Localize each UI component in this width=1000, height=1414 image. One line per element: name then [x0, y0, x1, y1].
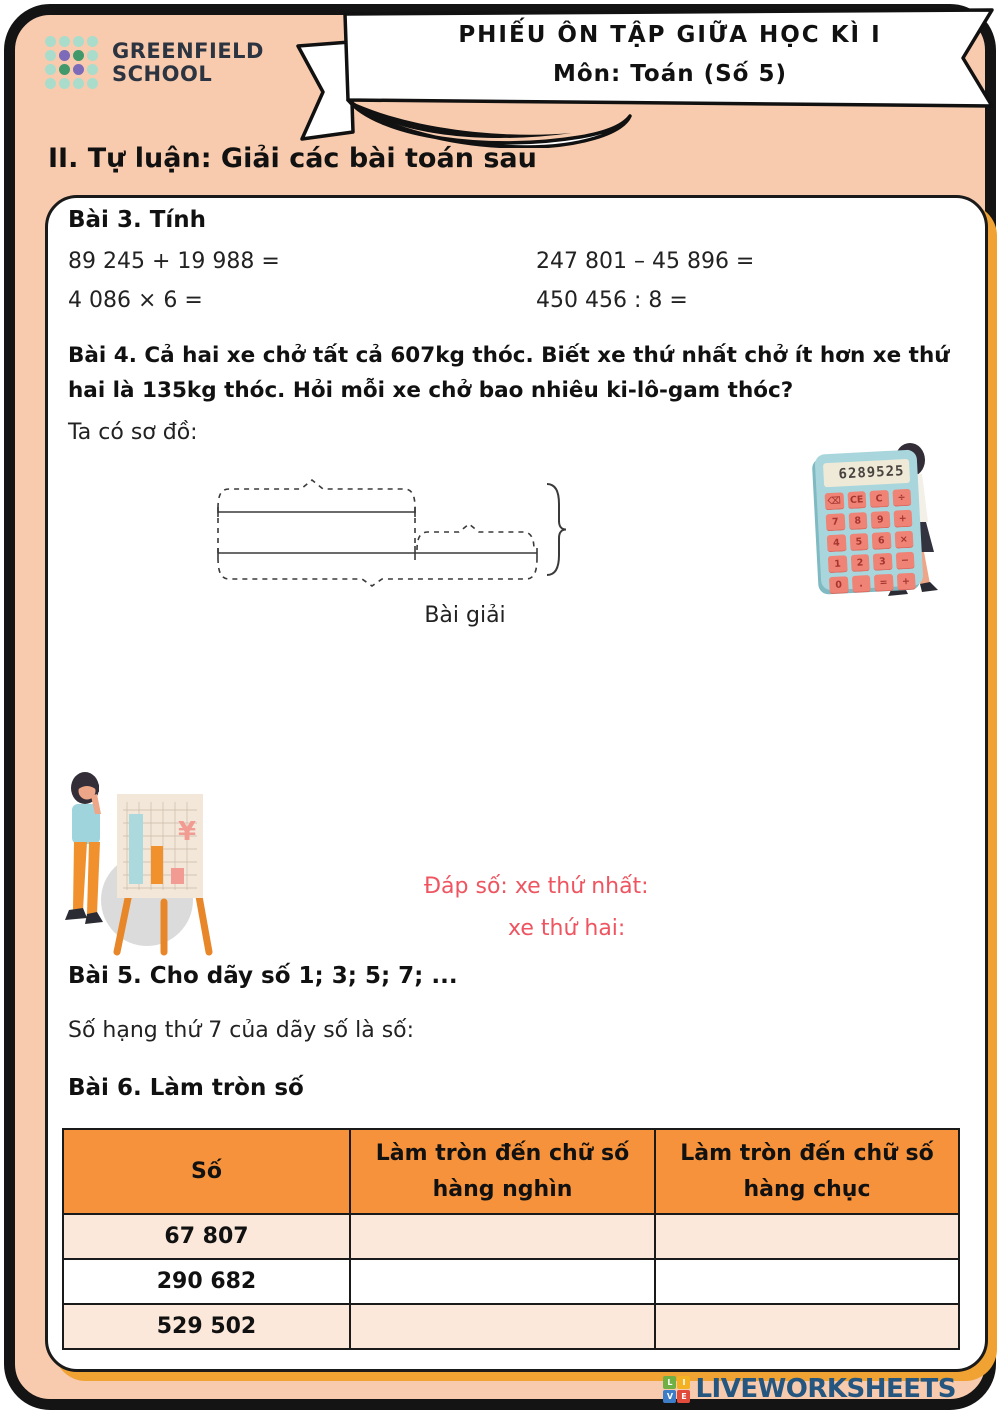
table-answer-cell[interactable] [655, 1304, 959, 1349]
bai3-equation-1: 89 245 + 19 988 = [68, 249, 280, 274]
bai4-diagram-label: Ta có sơ đồ: [68, 420, 198, 445]
calc-key: 8 [848, 512, 867, 530]
bai4-bar-diagram [170, 472, 570, 590]
table-number-cell: 67 807 [63, 1214, 350, 1259]
table-answer-cell[interactable] [350, 1214, 655, 1259]
svg-text:¥: ¥ [178, 817, 197, 847]
table-row [63, 1304, 959, 1349]
table-header-nghin: Làm tròn đến chữ số hàng nghìn [350, 1129, 655, 1214]
calc-key: ⌫ [825, 492, 844, 510]
bai4-answer-line1: Đáp số: xe thứ nhất: [424, 874, 649, 899]
calc-key: − [895, 552, 914, 570]
bai4-solution-label: Bài giải [424, 603, 506, 628]
school-name-line2: SCHOOL [112, 61, 213, 86]
worksheet-title: PHIẾU ÔN TẬP GIỮA HỌC KÌ I [458, 22, 882, 48]
school-name [112, 40, 264, 86]
bai3-equation-3: 4 086 × 6 = [68, 288, 203, 313]
calc-key: + [893, 510, 912, 528]
logo-tile-v: V [663, 1390, 676, 1403]
liveworksheets-logo-icon [663, 1376, 690, 1403]
calculator-keys [825, 489, 916, 594]
calc-key: . [851, 575, 870, 593]
bai5-title: Bài 5. Cho dãy số 1; 3; 5; 7; ... [68, 963, 458, 989]
calc-key: 3 [873, 553, 892, 571]
table-header-row [63, 1129, 959, 1214]
calc-key: + [896, 573, 915, 591]
table-header-so: Số [63, 1129, 350, 1214]
logo-tile-l: L [663, 1376, 676, 1389]
calculator-display: 6289525 [823, 459, 910, 487]
school-logo [45, 36, 264, 89]
bai5-question: Số hạng thứ 7 của dãy số là số: [68, 1018, 415, 1043]
table-answer-cell[interactable] [350, 1304, 655, 1349]
logo-tile-e: E [677, 1390, 690, 1403]
bai3-equation-2: 247 801 – 45 896 = [536, 249, 755, 274]
liveworksheets-wordmark: LIVEWORKSHEETS [695, 1374, 956, 1404]
calc-key: 5 [849, 533, 868, 551]
calc-key: 6 [872, 532, 891, 550]
calc-key: 1 [828, 555, 847, 573]
table-answer-cell[interactable] [350, 1259, 655, 1304]
calc-key: CE [847, 491, 866, 509]
table-number-cell: 290 682 [63, 1259, 350, 1304]
calc-key: 4 [827, 534, 846, 552]
calc-key: 2 [850, 554, 869, 572]
bai4-statement: Bài 4. Cả hai xe chở tất cả 607kg thóc. Biết xe thứ nhất chở ít hơn xe thứ hai là 135kg thóc. Hỏi mỗi xe chở bao nhiêu ki-lô-gam thóc? [68, 343, 950, 403]
calc-key: 0 [829, 576, 848, 594]
bai3-title: Bài 3. Tính [68, 207, 207, 233]
calc-key: 9 [871, 511, 890, 529]
table-number-cell: 529 502 [63, 1304, 350, 1349]
logo-tile-i: I [677, 1376, 690, 1389]
calc-key: × [894, 531, 913, 549]
calculator-illustration [815, 449, 924, 590]
school-name-line1: GREENFIELD [112, 38, 264, 63]
bai6-title: Bài 6. Làm tròn số [68, 1075, 304, 1101]
bai3-equation-4: 450 456 : 8 = [536, 288, 688, 313]
calc-key: ÷ [892, 489, 911, 507]
rounding-table [62, 1128, 960, 1350]
calc-key: 7 [826, 513, 845, 531]
section-heading: II. Tự luận: Giải các bài toán sau [48, 143, 537, 174]
chart-easel-illustration [45, 762, 220, 958]
table-row [63, 1259, 959, 1304]
table-row [63, 1214, 959, 1259]
worksheet-subtitle: Môn: Toán (Số 5) [552, 61, 787, 87]
bai4-answer-line2: xe thứ hai: [508, 916, 626, 941]
calc-key: = [874, 574, 893, 592]
table-answer-cell[interactable] [655, 1259, 959, 1304]
calc-key: C [869, 490, 888, 508]
liveworksheets-footer[interactable] [663, 1374, 956, 1404]
table-answer-cell[interactable] [655, 1214, 959, 1259]
table-header-chuc: Làm tròn đến chữ số hàng chục [655, 1129, 959, 1214]
logo-dots-icon [45, 36, 98, 89]
